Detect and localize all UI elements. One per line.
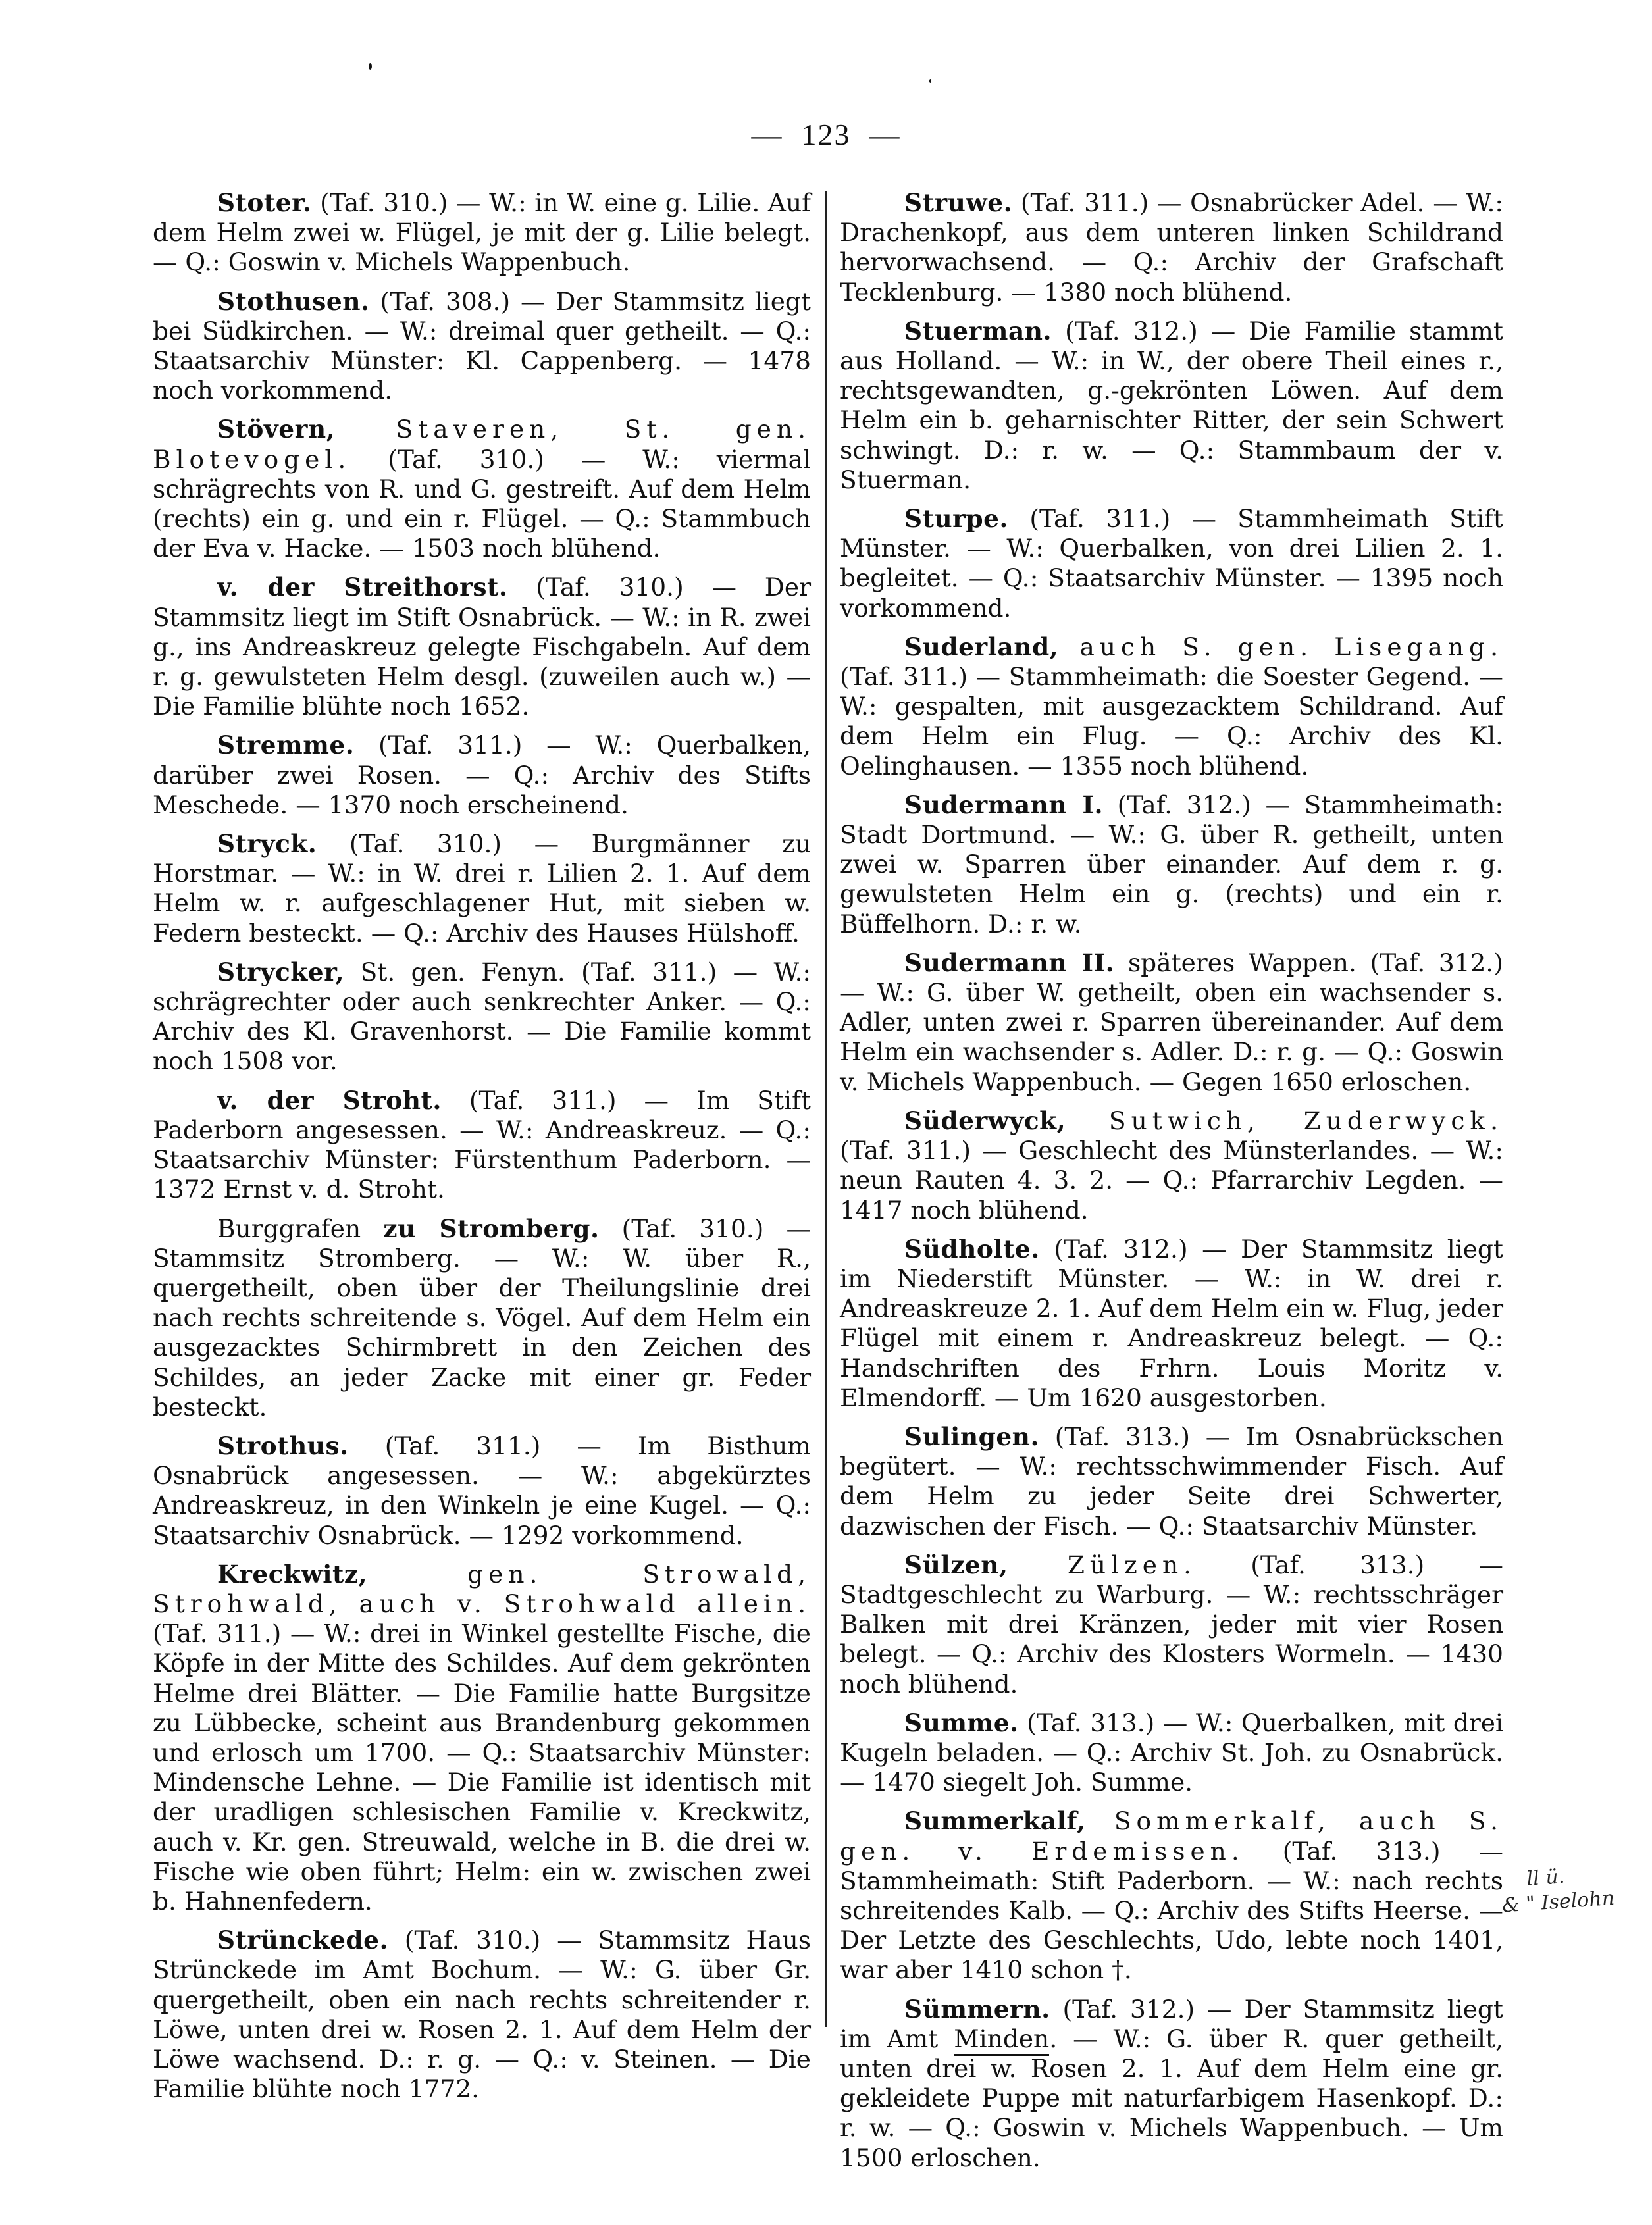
- entry-head: Summe.: [904, 1708, 1019, 1737]
- entry-head: Südholte.: [904, 1234, 1040, 1264]
- entry-stothusen: [153, 287, 811, 406]
- entry-stoevern: [153, 415, 811, 563]
- entry-head: Stothusen.: [217, 286, 370, 316]
- entry-summe: [840, 1708, 1503, 1798]
- entry-streithorst: [153, 573, 811, 721]
- margin-note-line-2: & " Iselohn: [1501, 1886, 1616, 1918]
- entry-head-prefix: v. der: [217, 573, 344, 602]
- entry-sulingen: [840, 1422, 1503, 1541]
- entry-suedholte: [840, 1235, 1503, 1413]
- entry-sudermann-1: [840, 790, 1503, 939]
- entry-stuerman: [840, 317, 1503, 495]
- column-divider: [825, 191, 827, 2027]
- entry-stremme: [153, 730, 811, 820]
- entry-body: (Taf. 313.) — Im Osnabrückschen begütert. — W.: rechtsschwimmender Fisch. Auf dem Helm zu jeder Seite drei Schwerter, dazwischen der Fisch. — Q.: Staatsarchiv Münster.: [840, 1421, 1503, 1541]
- scan-speck: [369, 63, 372, 70]
- entry-struwe: [840, 188, 1503, 307]
- entry-body: späteres Wappen. (Taf. 312.) — W.: G. über W. getheilt, oben ein wachsender s. Adler, unten zwei r. Sparren übereinander. Auf dem Helm ein wachsender s. Adler. D.: r. g. — Q.: Goswin v. Michels Wappenbuch. — Gegen 1650 erloschen.: [840, 948, 1503, 1096]
- entry-sturpe: [840, 504, 1503, 623]
- entry-head: Sturpe.: [904, 504, 1009, 534]
- entry-stromberg: [153, 1214, 811, 1422]
- entry-body: (Taf. 311.) — Geschlecht des Münsterlandes. — W.: neun Rauten 4. 3. 2. — Q.: Pfarrarchiv Legden. — 1417 noch blühend.: [840, 1136, 1503, 1225]
- entry-body: (Taf. 311.) — Im Bisthum Osnabrück angesessen. — W.: abgekürztes Andreaskreuz, in den Winkeln je eine Kugel. — Q.: Staatsarchiv Osnabrück. — 1292 vorkommend.: [153, 1431, 811, 1550]
- entry-head-prefix: v. der: [217, 1085, 343, 1115]
- entry-body: (Taf. 313.) — W.: Querbalken, mit drei Kugeln beladen. — Q.: Archiv St. Joh. zu Osnabrück. — 1470 siegelt Joh. Summe.: [840, 1708, 1503, 1797]
- entry-body: (Taf. 312.) — Die Familie stammt aus Holland. — W.: in W., der obere Theil eines r., rechtsgewandten, g.-gekrönten Löwen. Auf dem Helm ein b. geharnischter Ritter, der sein Schwert schwingt. D.: r. w. — Q.: Stammbaum der v. Stuerman.: [840, 316, 1503, 494]
- entry-variants: Sommerkalf, auch S. gen. v. Erdemissen.: [840, 1806, 1503, 1866]
- entry-head: Stremme.: [217, 730, 355, 760]
- entry-kreckwitz: [153, 1560, 811, 1916]
- entry-body: (Taf. 311.) — W.: drei in Winkel gestellte Fische, die Köpfe in der Mitte des Schildes. Auf dem gekrönten Helme drei Blätter. — Die Familie hatte Burgsitze zu Lübbecke, scheint aus Brandenburg gekommen und erlosch um 1700. — Q.: Staatsarchiv Münster: Mindensche Lehne. — Die Familie ist identisch mit der uradligen schlesischen Familie v. Kreckwitz, auch v. Kr. gen. Streuwald, welche in B. die drei w. Fische wie oben führt; Helm: ein w. zwischen zwei b. Hahnenfedern.: [153, 1619, 811, 1916]
- entry-head: Stövern,: [217, 415, 336, 444]
- entry-head: Stoter.: [217, 188, 312, 217]
- page-number-value: 123: [801, 118, 851, 151]
- entry-variants: auch S. gen. Lisegang.: [1058, 632, 1503, 661]
- entry-body: (Taf. 313.) — Stadtgeschlecht zu Warburg. — W.: rechtsschräger Balken mit drei Kränzen, jeder mit vier Rosen belegt. — Q.: Archiv des Klosters Wormeln. — 1430 noch blühend.: [840, 1550, 1503, 1699]
- entry-head: Sudermann I.: [904, 790, 1104, 819]
- entry-head: Strothus.: [217, 1431, 349, 1460]
- entry-body: (Taf. 313.) — Stammheimath: Stift Paderborn. — W.: nach rechts schreitendes Kalb. — Q.: Archiv des Stifts Heerse. — Der Letzte des Geschlechts, Udo, lebte noch 1401, war aber 1410 schon †.: [840, 1836, 1503, 1985]
- entry-body: (Taf. 311.) — Stammheimath Stift Münster. — W.: Querbalken, von drei Lilien 2. 1. begleitet. — Q.: Staatsarchiv Münster. — 1395 noch vorkommend.: [840, 504, 1503, 623]
- entry-head: Kreckwitz,: [217, 1559, 368, 1589]
- entry-body: (Taf. 310.) — W.: viermal schrägrechts von R. und G. gestreift. Auf dem Helm (rechts) ein g. und ein r. Flügel. — Q.: Stammbuch der Eva v. Hacke. — 1503 noch blühend.: [153, 444, 811, 563]
- entry-head: Streithorst.: [344, 573, 508, 602]
- entry-variants: Staveren, St. gen. Blotevogel.: [153, 415, 811, 474]
- entry-variants: gen. Strowald, Strohwald, auch v. Strohwald allein.: [153, 1559, 811, 1618]
- entry-head: Sümmern.: [904, 1994, 1050, 2024]
- margin-note-line-1: ll ü.: [1526, 1864, 1566, 1891]
- entry-body: . — W.: G. über R. quer getheilt, unten drei w. Rosen 2. 1. Auf dem Helm eine gr. gekleidete Puppe mit naturfarbigem Hasenkopf. D.: r. w. — Q.: Goswin v. Michels Wappenbuch. — Um 1500 erloschen.: [840, 2024, 1503, 2172]
- entry-body: St. gen. Fenyn. (Taf. 311.) — W.: schrägrechter oder auch senkrechter Anker. — Q.: Archiv des Kl. Gravenhorst. — Die Familie kommt noch 1508 vor.: [153, 957, 811, 1076]
- entry-body: (Taf. 308.) — Der Stammsitz liegt bei Südkirchen. — W.: dreimal quer getheilt. — Q.: Staatsarchiv Münster: Kl. Cappenberg. — 1478 noch vorkommend.: [153, 286, 811, 405]
- handwritten-margin-note: [1499, 1858, 1649, 1941]
- entry-body: (Taf. 310.) — Stammsitz Stromberg. — W.: W. über R., quergetheilt, oben über der Theilungslinie drei nach rechts schreitende s. Vögel. Auf dem Helm ein ausgezacktes Schirmbrett in den Zeichen des Schildes, an jeder Zacke mit einer gr. Feder besteckt.: [153, 1214, 811, 1421]
- entry-body: (Taf. 310.) — W.: in W. eine g. Lilie. Auf dem Helm zwei w. Flügel, je mit der g. Lilie belegt. — Q.: Goswin v. Michels Wappenbuch.: [153, 188, 811, 277]
- entry-stoter: [153, 188, 811, 278]
- entry-variants: Sutwich, Zuderwyck.: [1066, 1106, 1503, 1135]
- entry-body: (Taf. 311.) — Stammheimath: die Soester Gegend. — W.: gespalten, mit ausgezacktem Schildrand. Auf dem Helm ein Flug. — Q.: Archiv des Kl. Oelinghausen. — 1355 noch blühend.: [840, 662, 1503, 780]
- page-number-dash-right: —: [869, 118, 901, 151]
- handwritten-correction: Minden: [954, 2024, 1049, 2056]
- entry-head: Stroht.: [342, 1085, 442, 1115]
- entry-stryck: [153, 829, 811, 948]
- entry-body: (Taf. 310.) — Der Stammsitz liegt im Stift Osnabrück. — W.: in R. zwei g., ins Andreaskreuz gelegte Fischgabeln. Auf dem r. g. gewulsteten Helm desgl. (zuweilen auch w.) — Die Familie blühte noch 1652.: [153, 573, 811, 721]
- entry-summerkalf: [840, 1806, 1503, 1985]
- entry-body: (Taf. 312.) — Stammheimath: Stadt Dortmund. — W.: G. über R. getheilt, unten zwei w. Sparren über einander. Auf dem r. g. gewulsteten Helm ein g. (rechts) und ein r. Büffelhorn. D.: r. w.: [840, 790, 1503, 938]
- entry-head: Sudermann II.: [904, 948, 1115, 977]
- entry-head: zu Stromberg.: [383, 1214, 600, 1243]
- entry-head: Suderland,: [904, 632, 1059, 661]
- entry-head-prefix: Burggrafen: [217, 1214, 384, 1243]
- entry-body: (Taf. 310.) — Stammsitz Haus Strünckede im Amt Bochum. — W.: G. über Gr. quergetheilt, oben ein nach rechts schreitender r. Löwe, unten drei w. Rosen 2. 1. Auf dem Helm der Löwe wachsend. D.: r. g. — Q.: v. Steinen. — Die Familie blühte noch 1772.: [153, 1926, 811, 2104]
- entry-body: (Taf. 311.) — Im Stift Paderborn angesessen. — W.: Andreaskreuz. — Q.: Staatsarchiv Münster: Fürstenthum Paderborn. — 1372 Ernst v. d. Stroht.: [153, 1085, 811, 1204]
- entry-head: Struwe.: [904, 188, 1013, 217]
- entry-suemmern: [840, 1995, 1503, 2173]
- entry-head: Sülzen,: [904, 1550, 1008, 1579]
- entry-suelzen: [840, 1550, 1503, 1699]
- entry-stroht: [153, 1086, 811, 1205]
- page-number-dash-left: —: [751, 118, 783, 151]
- entry-head: Summerkalf,: [904, 1806, 1086, 1836]
- page-number: [0, 117, 1652, 152]
- entry-head: Strünckede.: [217, 1926, 388, 1955]
- entry-head: Stryck.: [217, 829, 317, 859]
- entry-head: Strycker,: [217, 957, 345, 986]
- entry-head: Süderwyck,: [904, 1106, 1066, 1135]
- entry-body: (Taf. 311.) — W.: Querbalken, darüber zwei Rosen. — Q.: Archiv des Stifts Meschede. — 1370 noch erscheinend.: [153, 730, 811, 819]
- entry-struenckede: [153, 1926, 811, 2104]
- entry-variants: Zülzen.: [1008, 1550, 1197, 1579]
- entry-body: (Taf. 311.) — Osnabrücker Adel. — W.: Drachenkopf, aus dem unteren linken Schildrand hervorwachsend. — Q.: Archiv der Grafschaft Tecklenburg. — 1380 noch blühend.: [840, 188, 1503, 307]
- entry-head: Sulingen.: [904, 1421, 1040, 1451]
- entry-suederwyck: [840, 1106, 1503, 1225]
- entry-body: (Taf. 312.) — Der Stammsitz liegt im Niederstift Münster. — W.: in W. drei r. Andreaskreuze 2. 1. Auf dem Helm ein w. Flug, jeder Flügel mit einem r. Andreaskreuz belegt. — Q.: Handschriften des Frhrn. Louis Moritz v. Elmendorff. — Um 1620 ausgestorben.: [840, 1234, 1503, 1412]
- entry-sudermann-2: [840, 948, 1503, 1097]
- entry-suderland: [840, 632, 1503, 781]
- entry-head: Stuerman.: [904, 316, 1052, 345]
- scan-speck: [929, 79, 931, 83]
- entry-body-before: (Taf. 312.) — Der Stammsitz liegt im Amt: [840, 1994, 1503, 2053]
- right-column: [840, 188, 1503, 2182]
- entry-body: (Taf. 310.) — Burgmänner zu Horstmar. — W.: in W. drei r. Lilien 2. 1. Auf dem Helm w. r. aufgeschlagener Hut, mit sieben w. Federn besteckt. — Q.: Archiv des Hauses Hülshoff.: [153, 829, 811, 948]
- left-column: [153, 188, 811, 2113]
- entry-strycker: [153, 958, 811, 1077]
- entry-strothus: [153, 1431, 811, 1550]
